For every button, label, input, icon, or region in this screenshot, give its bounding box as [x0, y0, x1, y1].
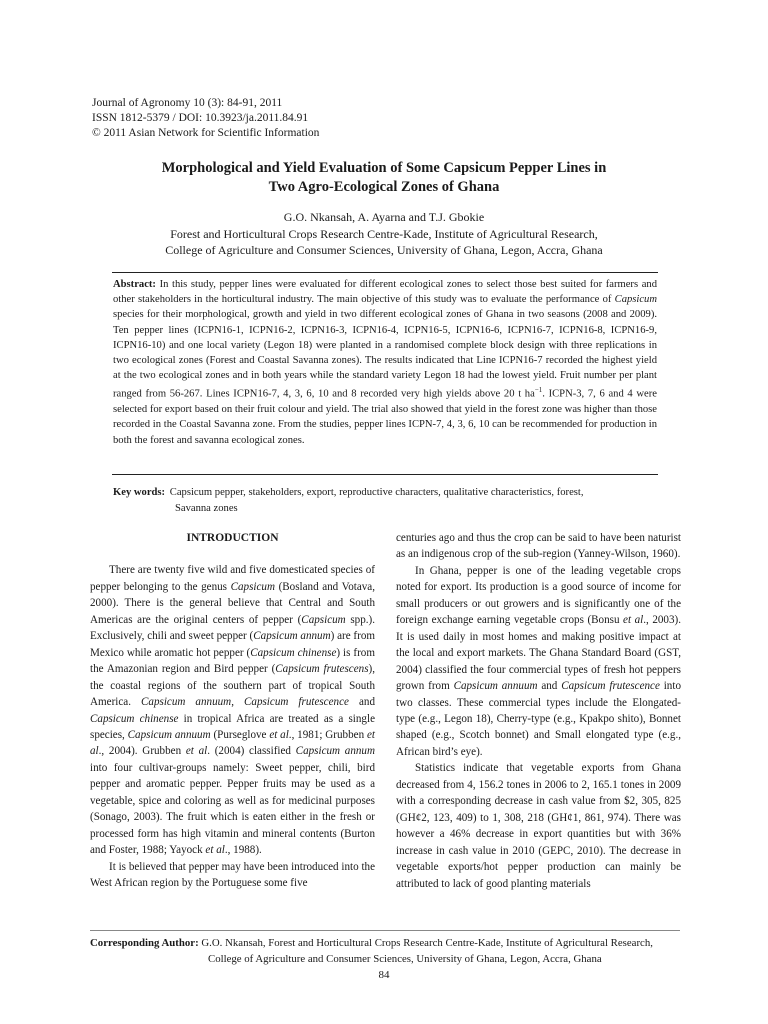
footer-rule	[90, 930, 680, 931]
right-column	[396, 530, 681, 892]
text-run: ,	[231, 696, 244, 709]
author-block	[92, 209, 676, 259]
intro-paragraph-4	[396, 563, 681, 760]
italic-term: Capsicum chinense	[90, 712, 179, 725]
intro-paragraph-3: centuries ago and thus the crop can be said to have been naturist as an indigenous crop of the sub-region (Yanney-Wilson, 1960).	[396, 532, 681, 561]
italic-term: et al	[90, 728, 375, 758]
italic-term: Capsicum annuum	[141, 696, 232, 709]
abstract-genus: Capsicum	[614, 294, 657, 306]
paper-title	[92, 159, 676, 197]
italic-term: Capsicum annum	[295, 745, 375, 758]
text-run: In Ghana, pepper is one of the leading vegetable crops noted for export. Its production is a good source of income for small producers or out growers and is significantly one of the foreign exchange earning vegetable crops (Bonsu	[396, 564, 681, 627]
abstract-label: Abstract:	[113, 279, 156, 290]
copyright-line: © 2011 Asian Network for Scientific Information	[92, 127, 320, 139]
title-line-1: Morphological and Yield Evaluation of Some Capsicum Pepper Lines in	[161, 160, 607, 176]
text-run: There are twenty five wild and five domesticated species of pepper belonging to the genus	[90, 564, 375, 593]
abstract	[113, 277, 657, 448]
keywords-line-2: Savanna zones	[175, 502, 238, 514]
corr-label: Corresponding Author:	[90, 937, 199, 949]
italic-term: Capsicum chinense	[250, 646, 337, 659]
journal-meta	[92, 96, 319, 141]
italic-term: Capsicum frutescens	[275, 663, 369, 676]
text-run: ., 1981; Grubben	[288, 728, 367, 741]
abstract-bottom-rule	[112, 474, 658, 475]
italic-term: Capsicum frutescence	[244, 696, 349, 709]
italic-term: Capsicum annuum	[453, 680, 538, 693]
italic-term: Capsicum	[301, 613, 346, 626]
text-run: (Purseglove	[210, 728, 270, 741]
text-run: into two classes. These commercial types include the Elongated-type (e.g., Legon 18), Cherry-type (e.g., Kpakpo shito), Bonnet shaped (e.g., Scotch bonnet) and Small elongated type (e.g., African bird’s eye).	[396, 680, 681, 758]
italic-term: Capsicum	[230, 580, 275, 593]
italic-term: et al	[205, 844, 225, 857]
keywords-label: Key words:	[113, 487, 166, 498]
text-run: . (2004) classified	[207, 745, 296, 758]
abstract-text: In this study, pepper lines were evaluated for different ecological zones to select those best suited for farmers and other stakeholders in the horticultural industry. The main objective of this study was to evaluate the performance of	[113, 279, 657, 306]
affiliation-line-2: College of Agriculture and Consumer Sciences, University of Ghana, Legon, Accra, Ghana	[165, 243, 603, 257]
text-run: spp.). Exclusively, chili and sweet pepper (	[90, 613, 375, 643]
journal-citation: Journal of Agronomy 10 (3): 84-91, 2011	[92, 97, 283, 109]
left-column	[90, 530, 375, 892]
text-run: ), the coastal regions of the southern part of tropical South America.	[90, 663, 375, 709]
text-run: ., 1988).	[224, 844, 262, 857]
italic-term: Capsicum annum	[253, 630, 331, 643]
corresponding-author	[90, 936, 680, 967]
text-run: and	[537, 680, 562, 693]
italic-term: Capsicum annuum	[127, 728, 211, 741]
intro-paragraph-1	[90, 562, 375, 858]
text-run: ) is from the Amazonian region and Bird pepper (	[90, 646, 375, 676]
text-run: ., 2003). It is used daily in most homes and making positive impact at the local and export markets. The Ghana Standard Board (GST, 2004) classified the four commercial types of fresh hot peppers grown from	[396, 614, 681, 693]
corr-line-1: G.O. Nkansah, Forest and Horticultural Crops Research Centre-Kade, Institute of Agricultural Research,	[198, 937, 653, 949]
text-run: ) are from Mexico while aromatic hot pepper (	[90, 630, 376, 659]
keywords	[113, 485, 657, 516]
italic-term: et al	[623, 614, 644, 627]
issn-doi: ISSN 1812-5379 / DOI: 10.3923/ja.2011.84.91	[92, 112, 309, 124]
text-run: and	[348, 696, 375, 709]
page-number: 84	[378, 969, 390, 981]
title-line-2: Two Agro-Ecological Zones of Ghana	[268, 179, 500, 195]
abstract-text: . ICPN-3, 7, 6 and 4 were selected for export based on their fruit colour and yield. The trial also showed that yield in the forest zone was higher than those recorded in the Coastal Savanna zone. From the studies, pepper lines ICPN-7, 4, 3, 6, 10 can be recommended for production in both the forest and savanna ecological zones.	[113, 388, 657, 446]
text-run: in tropical Africa are treated as a single species,	[90, 712, 375, 741]
abstract-superscript: −1	[534, 386, 543, 395]
section-heading-introduction: INTRODUCTION	[186, 532, 279, 544]
abstract-top-rule	[112, 272, 658, 273]
intro-paragraph-5: Statistics indicate that vegetable exports from Ghana decreased from 4, 156.2 tones in 2006 to 2, 165.1 tones in 2009 with a corresponding decrease in cash value from $2, 305, 825 (GH¢2, 123, 409) to 1, 308, 218 (GH¢1, 861, 974). There was however a 46% decrease in export quantities but with 36% increase in cash value in 2010 (GEPC, 2010). The decrease in vegetable exports/hot pepper production can mainly be attributed to lack of good planting materials	[396, 762, 681, 890]
text-run: ., 2004). Grubben	[98, 745, 186, 758]
corr-line-2: College of Agriculture and Consumer Sciences, University of Ghana, Legon, Accra, Ghana	[208, 952, 602, 965]
abstract-text: species for their morphological, growth and yield in two different ecological zones of Ghana in two seasons (2008 and 2009). Ten pepper lines (ICPN16-1, ICPN16-2, ICPN16-3, ICPN16-4, ICPN16-5, ICPN16-6, ICPN16-7, ICPN16-8, ICPN16-9, ICPN16-10) and one local variety (Legon 18) were planted in a randomised complete block design with three replications in two ecological zones (Forest and Coastal Savanna zones). The results indicated that Line ICPN16-7 recorded the highest yield at the two ecological zones and in both years while the standard variety Legon 18 had the lowest yield. Fruit number per plant ranged from 56-267. Lines ICPN16-7, 4, 3, 6, 10 and 8 recorded very high yields above 20 t ha	[113, 309, 657, 400]
intro-paragraph-2: It is believed that pepper may have been introduced into the West African region by the Portuguese some five	[90, 860, 375, 890]
keywords-line-1: Capsicum pepper, stakeholders, export, reproductive characters, qualitative characteristics, forest,	[169, 487, 584, 498]
text-run: into four cultivar-groups namely: Sweet pepper, chili, bird pepper and aromatic pepper. Pepper fruits may be used as a vegetable, spice and coloring as well as for medicinal purposes (Sonago, 2003). The fruit which is eaten either in the fresh or processed form has high vitamin and mineral contents (Burton and Foster, 1988; Yayock	[90, 761, 375, 857]
italic-term: Capsicum frutescence	[561, 680, 660, 693]
text-run: (Bosland and Votava, 2000). There is the general believe that Central and South Americas are the original centers of pepper (	[90, 580, 376, 626]
italic-term: et al	[185, 745, 208, 758]
italic-term: et al	[269, 728, 289, 741]
author-names: G.O. Nkansah, A. Ayarna and T.J. Gbokie	[283, 210, 485, 224]
affiliation-line-1: Forest and Horticultural Crops Research Centre-Kade, Institute of Agricultural Research,	[170, 226, 598, 241]
